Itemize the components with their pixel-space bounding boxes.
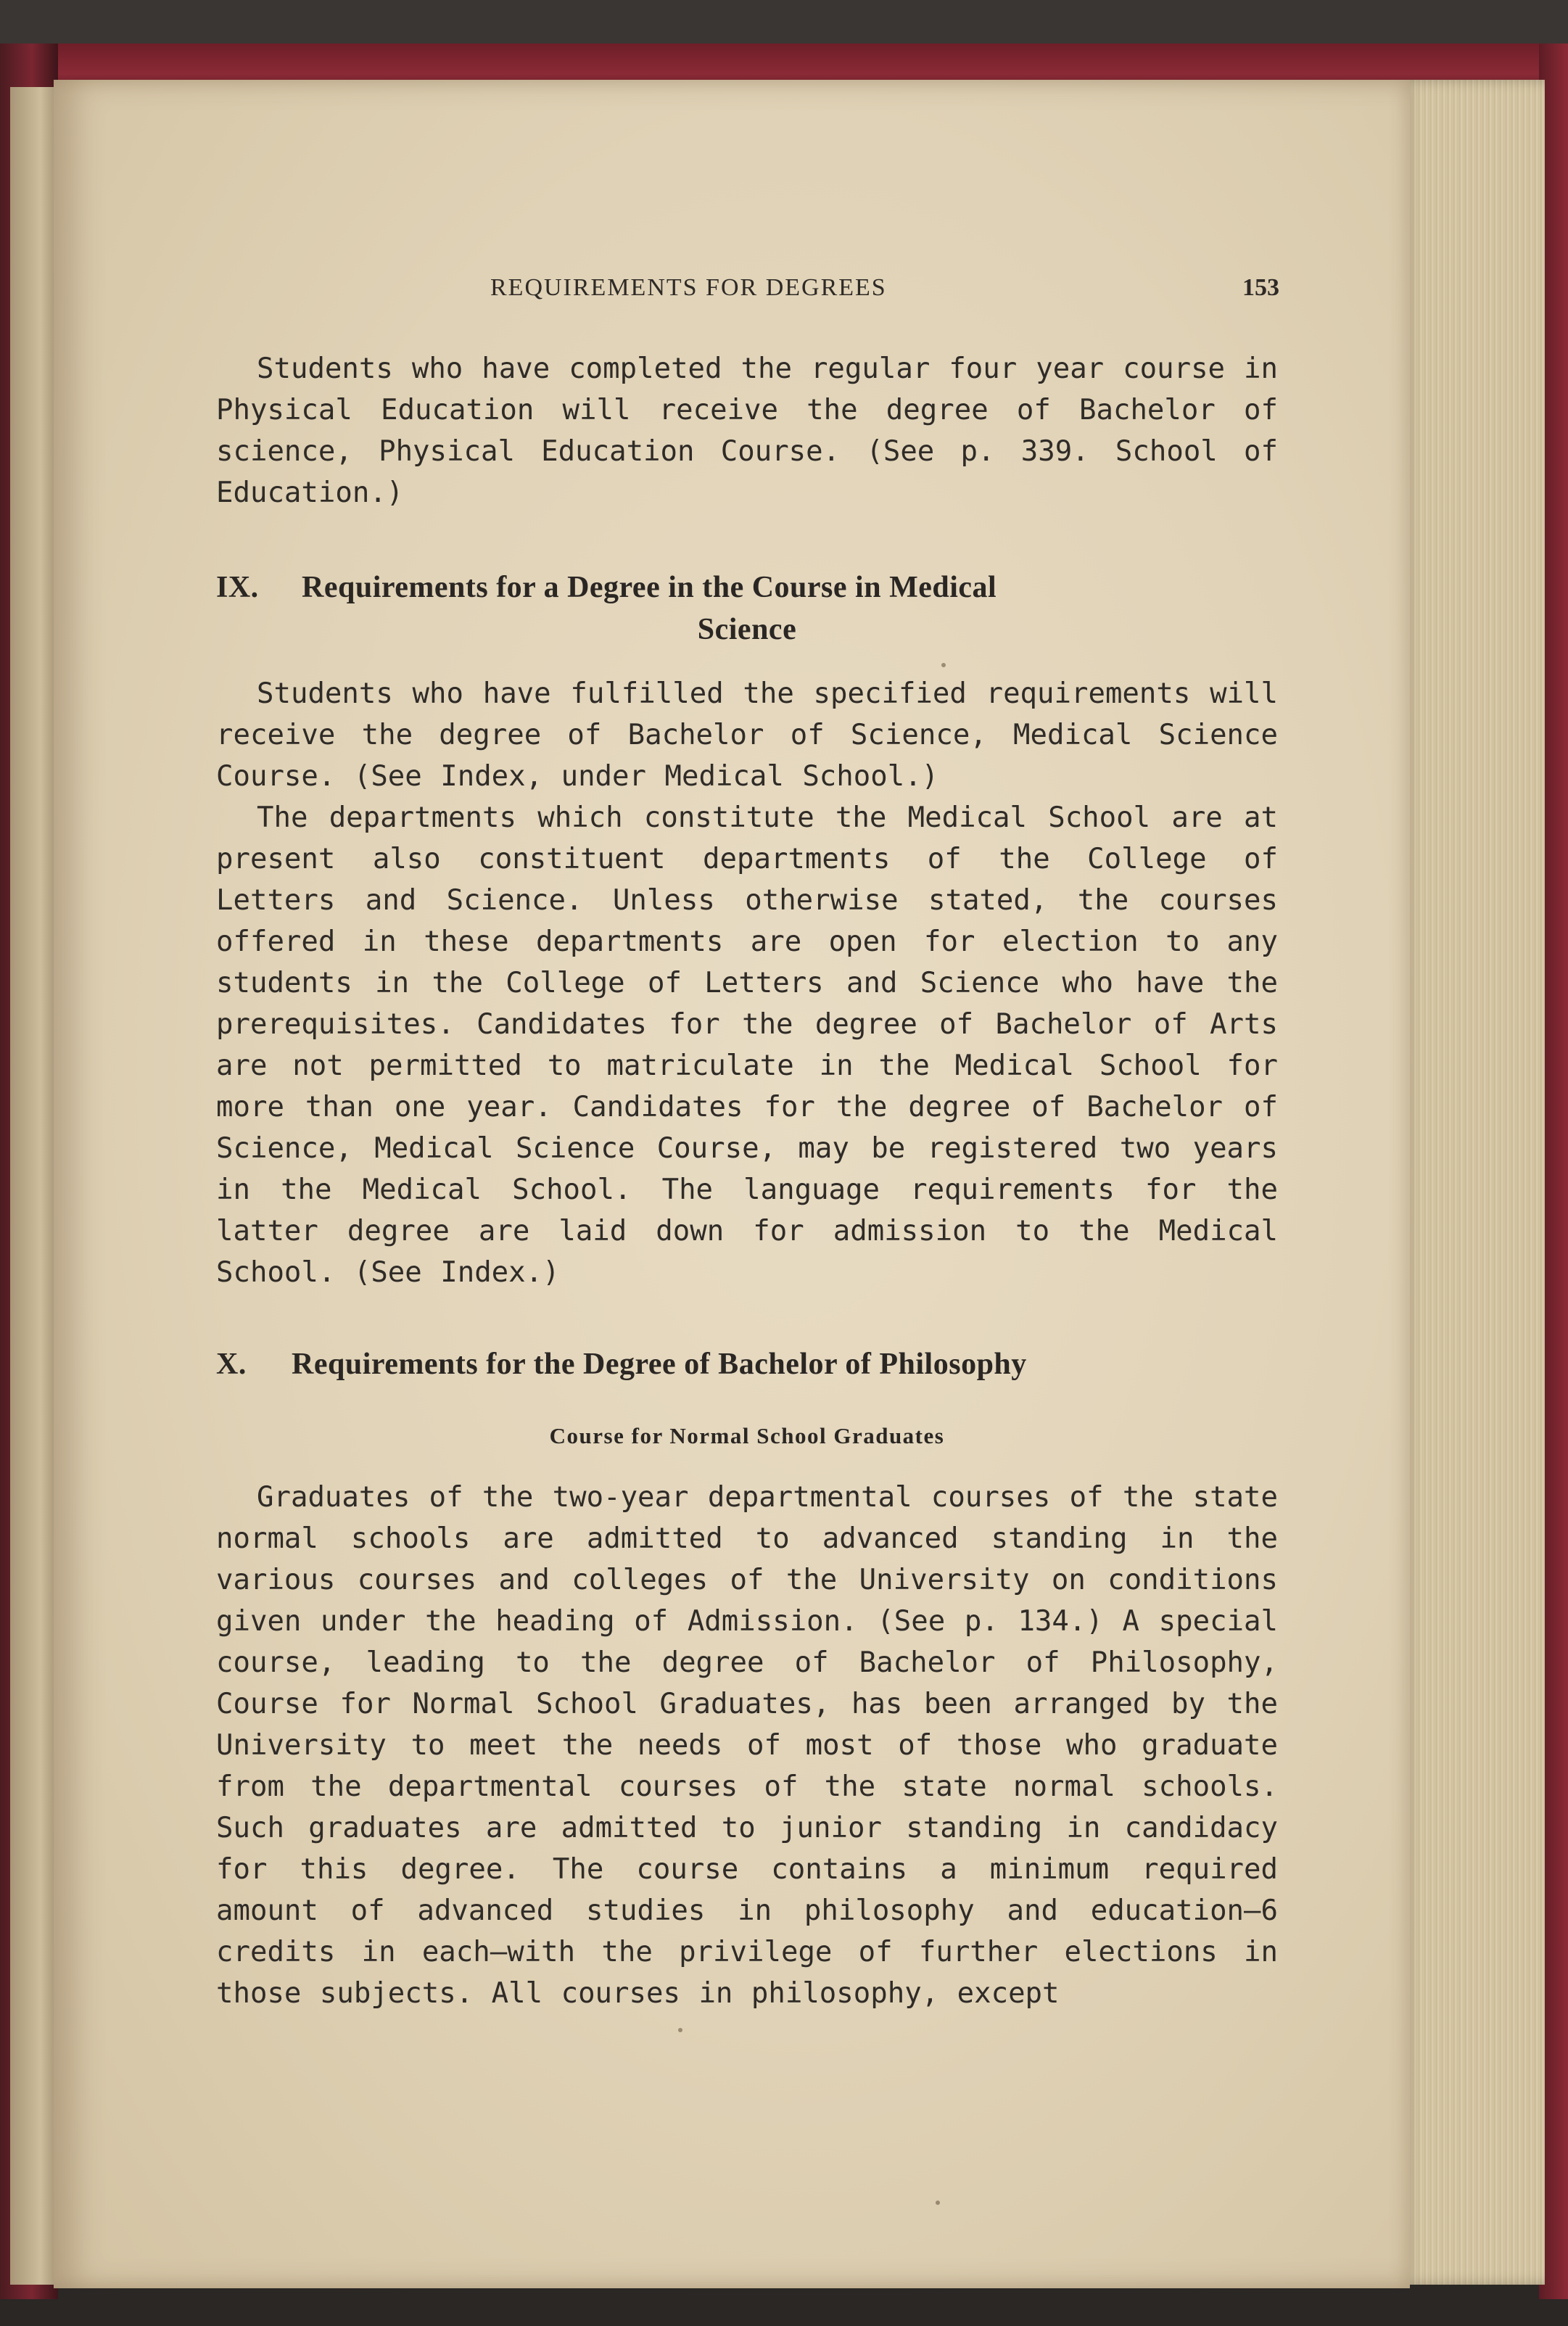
section-x-subheading: Course for Normal School Graduates — [549, 1423, 945, 1448]
section-ix-heading — [216, 566, 1278, 651]
section-ix-body — [216, 673, 1278, 1293]
section-ix-paragraph-2: The departments which constitute the Medical School are at present also constituent departments of the College of Letters and Science. Unless otherwise stated, the courses offered in these departments are open for election to any students in the College of Letters and Science who have the prerequisites. Candidates for the degree of Bachelor of Arts are not permitted to matriculate in the Medical School for more than one year. Candidates for the degree of Bachelor of Science, Medical Science Course, may be registered two years in the Medical School. The language requirements for the latter degree are laid down for admission to the Medical School. (See Index.) — [216, 801, 1278, 1289]
section-x-title-text: Requirements for the Degree of Bachelor of Philosophy — [292, 1348, 1027, 1381]
section-x-number: X. — [216, 1348, 247, 1381]
section-x-heading — [216, 1343, 1278, 1385]
page-stack-edges — [1400, 80, 1545, 2285]
running-title: REQUIREMENTS FOR DEGREES — [490, 274, 887, 301]
section-x-paragraph: Graduates of the two-year departmental courses of the state normal schools are admitted to advanced standing in the various courses and colleges of the University on conditions given under the heading of Admission. (See p. 134.) A special course, leading to the degree of Bachelor of Philosophy, Course for Normal School Graduates, has been arranged by the University to meet the needs of most of those who graduate from the departmental courses of the state normal schools. Such graduates are admitted to junior standing in candidacy for this degree. The course contains a minimum required amount of advanced studies in philosophy and education—6 credits in each—with the privilege of further elections in those subjects. All courses in philosophy, except — [216, 1481, 1278, 2010]
section-x-title — [216, 1343, 1278, 1385]
paper-speck — [936, 2201, 940, 2205]
section-ix-paragraph-1: Students who have fulfilled the specified requirements will receive the degree of Bachelor of Science, Medical Science Course. (See Index, under Medical School.) — [216, 677, 1278, 793]
paper-speck — [941, 663, 946, 667]
intro-paragraph: Students who have completed the regular four year course in Physical Education will receive the degree of Bachelor of science, Physical Education Course. (See p. 339. School of Education.) — [216, 352, 1278, 509]
section-ix-number: IX. — [216, 571, 259, 604]
section-ix-title-line1: Requirements for a Degree in the Course in Medical — [302, 571, 997, 604]
section-ix-title — [216, 566, 1278, 651]
paper-speck — [678, 2028, 682, 2032]
running-head — [216, 274, 1278, 310]
section-x-body — [216, 1477, 1278, 2014]
section-ix-title-line2: Science — [697, 613, 797, 646]
section-x-subheading-wrap — [216, 1423, 1278, 1449]
intro-section — [216, 348, 1278, 514]
page-number: 153 — [1242, 274, 1279, 301]
